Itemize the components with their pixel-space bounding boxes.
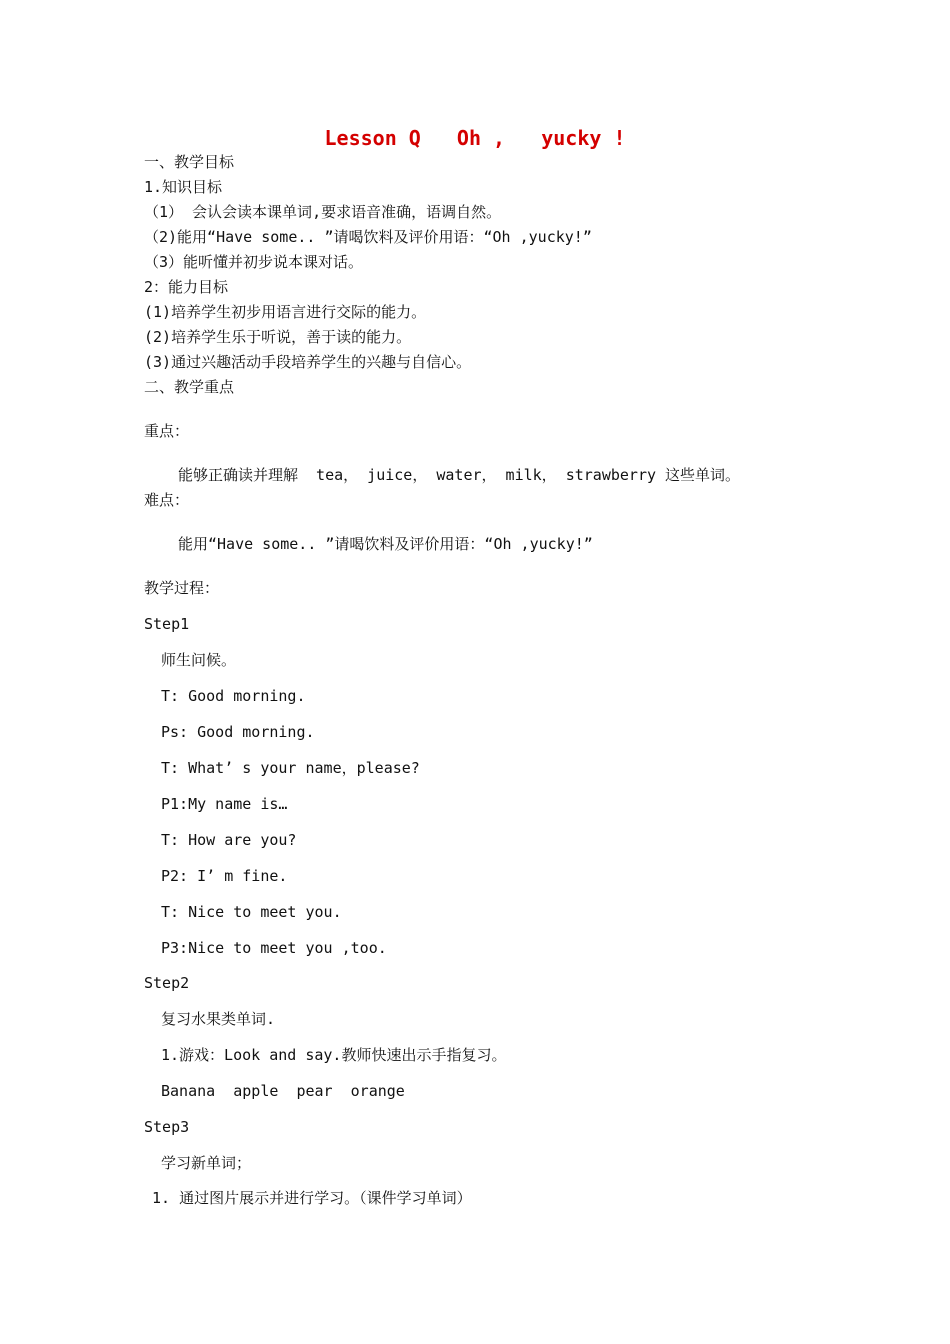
ability-heading: 2：能力目标 (144, 278, 229, 296)
key-point-text: 能够正确读并理解 tea， juice， water， milk， strawberry 这些单词。 (178, 466, 741, 484)
difficult-point-label: 难点： (144, 491, 190, 509)
step2-words: Banana apple pear orange (161, 1082, 405, 1100)
ability-item: (3)通过兴趣活动手段培养学生的兴趣与自信心。 (144, 353, 472, 371)
dialogue-line: T: What’ s your name，please? (161, 759, 420, 777)
knowledge-item: （1） 会认会读本课单词,要求语音准确，语调自然。 (144, 203, 502, 221)
lesson-title: Lesson Q Oh , yucky ! (324, 126, 626, 150)
ability-item: (1)培养学生初步用语言进行交际的能力。 (144, 303, 427, 321)
step1-label: Step1 (144, 615, 190, 633)
step2-game: 1.游戏：Look and say.教师快速出示手指复习。 (161, 1046, 507, 1064)
step3-label: Step3 (144, 1118, 190, 1136)
dialogue-line: T: How are you? (161, 831, 297, 849)
step2-intro: 复习水果类单词. (161, 1010, 276, 1028)
dialogue-line: P3:Nice to meet you ,too. (161, 939, 387, 957)
ability-item: (2)培养学生乐于听说，善于读的能力。 (144, 328, 412, 346)
section1-heading: 一、教学目标 (144, 153, 235, 171)
key-point-label: 重点： (144, 422, 190, 440)
process-heading: 教学过程： (144, 579, 220, 597)
dialogue-line: T: Good morning. (161, 687, 306, 705)
dialogue-line: Ps: Good morning. (161, 723, 315, 741)
section2-heading: 二、教学重点 (144, 378, 235, 396)
step2-label: Step2 (144, 974, 190, 992)
knowledge-item: （3）能听懂并初步说本课对话。 (144, 253, 364, 271)
step3-item: 1. 通过图片展示并进行学习。（课件学习单词） (152, 1189, 472, 1207)
step3-intro: 学习新单词； (161, 1154, 252, 1172)
difficult-point-text: 能用“Have some.. ”请喝饮料及评价用语：“Oh ,yucky!” (178, 535, 593, 553)
knowledge-item: （2)能用“Have some.. ”请喝饮料及评价用语：“Oh ,yucky!” (144, 228, 592, 246)
dialogue-line: P1:My name is… (161, 795, 288, 813)
step1-intro: 师生问候。 (161, 651, 237, 669)
dialogue-line: P2: I’ m fine. (161, 867, 288, 885)
knowledge-heading: 1.知识目标 (144, 178, 223, 196)
dialogue-line: T: Nice to meet you. (161, 903, 342, 921)
